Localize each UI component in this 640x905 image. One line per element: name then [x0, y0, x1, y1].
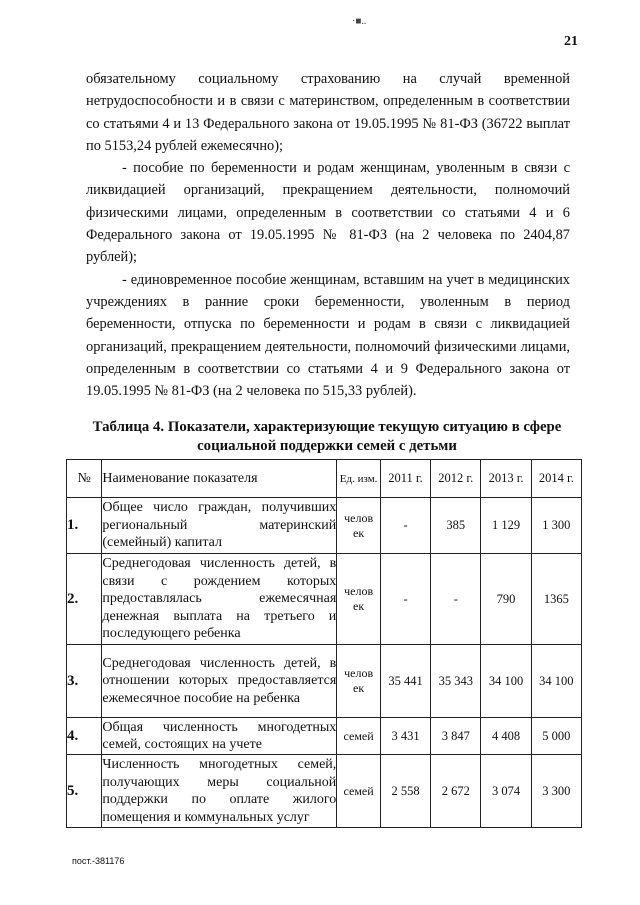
row-value-2014: 1 300 — [531, 498, 581, 554]
row-value-2012: 2 672 — [431, 755, 481, 828]
paragraph: - пособие по беременности и родам женщинам, уволенным в связи с ликвидацией организаций, прекращением деятельности, полномочий физическими лицами, определенным в соответствии со статьями 4 и 6 Федерального закона от 19.05.1995 № 81-ФЗ (на 2 человека по 2404,87 рублей); — [86, 160, 570, 266]
row-num: 2. — [67, 554, 102, 645]
row-value-2014: 34 100 — [531, 645, 581, 718]
row-num: 1. — [67, 498, 102, 554]
row-value-2014: 1365 — [531, 554, 581, 645]
row-value-2011: 2 558 — [380, 755, 430, 828]
row-name: Общее число граждан, получивших региональный материнский (семейный) капитал — [102, 498, 337, 554]
row-name: Общая численность многодетных семей, состоящих на учете — [102, 718, 337, 755]
table-row — [67, 718, 582, 755]
header-name: Наименование показателя — [102, 460, 337, 498]
row-unit: семей — [337, 718, 381, 755]
row-num: 4. — [67, 718, 102, 755]
paragraph: обязательному социальному страхованию на случай временной нетрудоспособности и в связи с материнством, определенным в соответствии со статьями 4 и 13 Федерального закона от 19.05.1995 № 81-ФЗ (36722 выплат по 5153,24 рублей ежемесячно); — [86, 71, 570, 154]
table-row — [67, 645, 582, 718]
table-row — [67, 554, 582, 645]
row-num: 5. — [67, 755, 102, 828]
row-unit: челов ек — [337, 645, 381, 718]
row-name: Среднегодовая численность детей, в связи с рождением которых предоставлялась ежемесячная денежная выплата на третьего и последующего ребенка — [102, 554, 337, 645]
row-value-2013: 790 — [481, 554, 531, 645]
header-2011: 2011 г. — [380, 460, 430, 498]
header-unit: Ед. изм. — [337, 460, 381, 498]
body-text — [86, 68, 570, 402]
row-value-2013: 1 129 — [481, 498, 531, 554]
row-value-2014: 5 000 — [531, 718, 581, 755]
header-2013: 2013 г. — [481, 460, 531, 498]
row-unit: челов ек — [337, 554, 381, 645]
row-value-2012: 385 — [431, 498, 481, 554]
header-num: № — [67, 460, 102, 498]
table-row — [67, 755, 582, 828]
row-value-2013: 34 100 — [481, 645, 531, 718]
row-value-2012: 35 343 — [431, 645, 481, 718]
indicators-table — [66, 459, 582, 828]
row-value-2011: 35 441 — [380, 645, 430, 718]
row-name: Среднегодовая численность детей, в отношении которых предоставляется ежемесячное пособие на ребенка — [102, 645, 337, 718]
table-header-row — [67, 460, 582, 498]
paragraph: - единовременное пособие женщинам, вставшим на учет в медицинских учреждениях в ранние сроки беременности, уволенным в период беременности, отпуска по беременности и родам в связи с ликвидацией организаций, прекращением деятельности, полномочий физическими лицами, определенным в соответствии со статьями 4 и 9 Федерального закона от 19.05.1995 № 81-ФЗ (на 2 человека по 515,33 рублей). — [86, 271, 570, 400]
page-number: 21 — [564, 34, 578, 49]
scan-mark: ·■.. — [352, 16, 367, 27]
row-value-2013: 3 074 — [481, 755, 531, 828]
row-num: 3. — [67, 645, 102, 718]
row-value-2011: - — [380, 554, 430, 645]
row-name: Численность многодетных семей, получающих меры социальной поддержки по оплате жилого помещения и коммунальных услуг — [102, 755, 337, 828]
row-value-2012: 3 847 — [431, 718, 481, 755]
row-value-2014: 3 300 — [531, 755, 581, 828]
table-row — [67, 498, 582, 554]
row-unit: семей — [337, 755, 381, 828]
header-2012: 2012 г. — [431, 460, 481, 498]
footer-code: пост.-381176 — [72, 856, 125, 866]
row-value-2012: - — [431, 554, 481, 645]
header-2014: 2014 г. — [531, 460, 581, 498]
table-title: Таблица 4. Показатели, характеризующие текущую ситуацию в сфере социальной поддержки семей с детьми — [92, 419, 562, 454]
row-value-2011: - — [380, 498, 430, 554]
row-value-2011: 3 431 — [380, 718, 430, 755]
row-unit: челов ек — [337, 498, 381, 554]
row-value-2013: 4 408 — [481, 718, 531, 755]
